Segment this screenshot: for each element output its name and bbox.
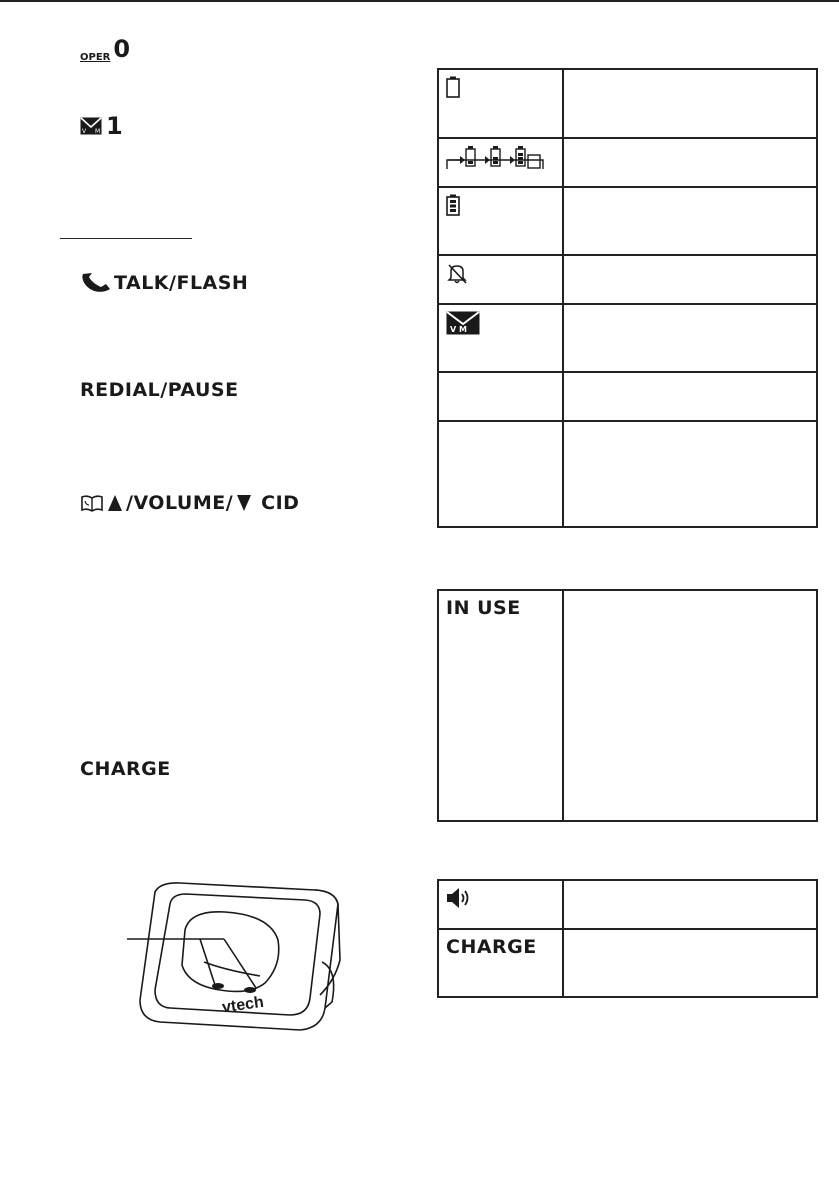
- table-row: [438, 880, 817, 929]
- table-row: [438, 304, 817, 372]
- battery-full-icon: [446, 194, 460, 216]
- description-cell: [563, 929, 817, 997]
- base-lights-table: [437, 879, 818, 998]
- charger-base-illustration: [100, 870, 360, 1045]
- icon-cell: [438, 69, 563, 138]
- icon-cell: [438, 187, 563, 255]
- voicemail-icon: [446, 311, 480, 335]
- in-use-label: IN USE: [446, 597, 521, 619]
- oper-key: [80, 35, 130, 63]
- table-row: [438, 69, 817, 138]
- talk-flash-key: [80, 272, 248, 294]
- description-cell: [563, 372, 817, 421]
- table-row: [438, 421, 817, 527]
- screen-icons-table: [437, 68, 818, 528]
- table-row: [438, 255, 817, 304]
- label-cell: [438, 590, 563, 821]
- ringer-off-icon: [446, 262, 468, 284]
- table-row: [438, 138, 817, 187]
- description-cell: [563, 187, 817, 255]
- svg-text:V: V: [82, 128, 87, 135]
- brand-logo: vtech: [221, 993, 265, 1017]
- icon-cell: [438, 880, 563, 929]
- table-row: [438, 187, 817, 255]
- description-cell: [563, 255, 817, 304]
- battery-charging-sequence-icon: [446, 145, 544, 171]
- speaker-icon: [446, 887, 474, 909]
- volume-label: /VOLUME/: [126, 492, 234, 514]
- handset-lights-table: [437, 589, 818, 822]
- voicemail-key: [80, 112, 123, 140]
- talk-flash-label: TALK/FLASH: [114, 272, 249, 294]
- icon-cell: [438, 255, 563, 304]
- icon-cell: [438, 304, 563, 372]
- phonebook-icon: [80, 493, 104, 513]
- description-cell: [563, 138, 817, 187]
- phone-handset-icon: [80, 272, 112, 294]
- table-row: [438, 590, 817, 821]
- table-row: [438, 929, 817, 997]
- description-cell: [563, 590, 817, 821]
- redial-pause-label: REDIAL/PAUSE: [80, 379, 239, 401]
- charge-label: CHARGE: [80, 758, 171, 780]
- oper-label: OPER: [80, 52, 111, 63]
- table-row: [438, 372, 817, 421]
- description-cell: [563, 421, 817, 527]
- icon-cell: [438, 372, 563, 421]
- voicemail-key-icon: [80, 117, 102, 135]
- description-cell: [563, 69, 817, 138]
- top-rule: [0, 0, 839, 2]
- voicemail-icon-letters: V M: [450, 325, 467, 334]
- battery-empty-icon: [446, 76, 460, 98]
- svg-text:M: M: [95, 128, 101, 135]
- icon-cell: [438, 421, 563, 527]
- oper-digit: 0: [113, 35, 131, 63]
- icon-cell: [438, 138, 563, 187]
- section-rule: [60, 238, 192, 239]
- volume-cid-key: [80, 492, 299, 514]
- base-charge-label: CHARGE: [446, 936, 537, 958]
- description-cell: [563, 880, 817, 929]
- voicemail-digit: 1: [106, 112, 123, 140]
- up-arrow-icon: [107, 494, 123, 512]
- down-arrow-icon: [236, 494, 252, 512]
- label-cell: [438, 929, 563, 997]
- description-cell: [563, 304, 817, 372]
- cid-label: CID: [261, 492, 300, 514]
